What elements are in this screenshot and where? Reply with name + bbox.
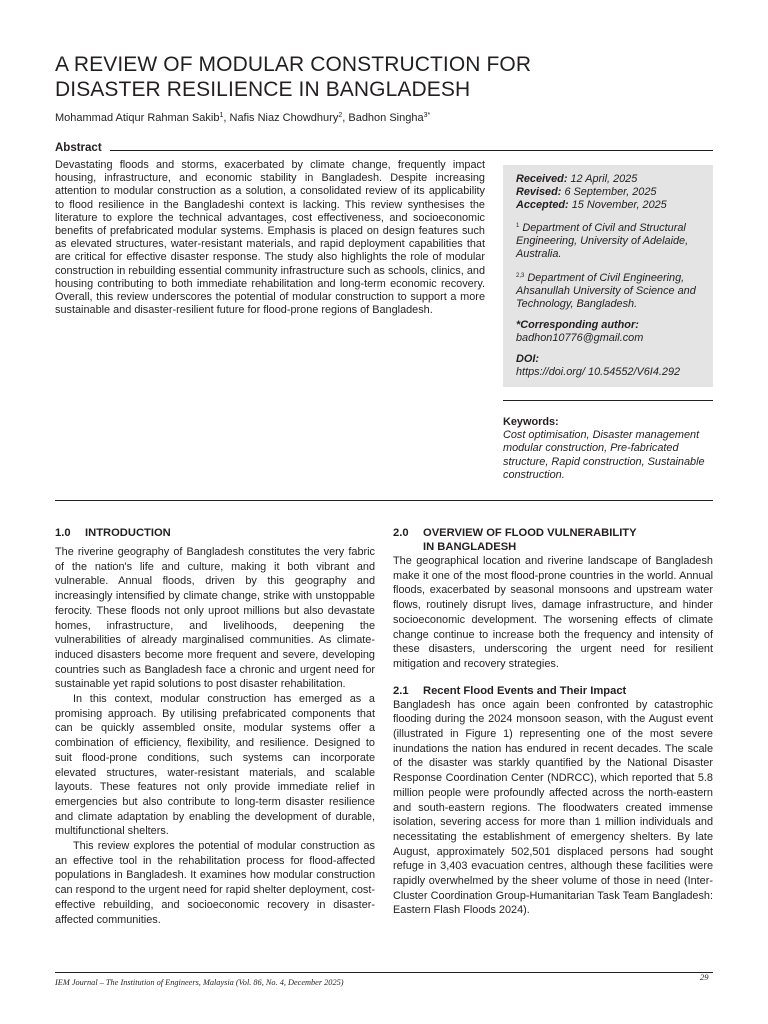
section-2-heading xyxy=(393,526,713,554)
abstract-rule xyxy=(110,150,713,151)
keywords-block xyxy=(503,416,718,482)
left-column xyxy=(55,526,375,927)
subsection-2-1-heading xyxy=(393,684,713,698)
accepted-value: 15 November, 2025 xyxy=(571,199,667,212)
title-line-2: DISASTER RESILIENCE IN BANGLADESH xyxy=(55,78,471,101)
affiliation-1-text: Department of Civil and Structural Engineering, University of Adelaide, Australia. xyxy=(516,222,689,261)
accepted-date xyxy=(516,199,703,212)
flood-events-paragraph: Bangladesh has once again been confronted by catastrophic flooding during the 2024 monsoon season, with the August event (illustrated in Figure 1) representing one of the most severe inundations the nation has endured in recent decades. The scale of the disaster was starkly quantified by the National Disaster Response Coordination Center (NDRCC), which reported that 5.8 million people were profoundly affected across the north-eastern and south-eastern regions. The floodwaters created immense isolation, severing access for more than 1 million individuals and necessitating the establishment of emergency shelters. By late August, approximately 502,501 displaced persons had sought refuge in 3,403 evacuation centres, although these facilities were rapidly overwhelmed by the sheer volume of those in need (Inter-Cluster Coordination Group-Humanitarian Task Team Bangladesh: Eastern Flash Floods 2024). xyxy=(393,698,713,917)
author-separator: , xyxy=(223,112,230,124)
author-1-affiliation: 1 xyxy=(219,112,224,119)
keywords-heading: Keywords: xyxy=(503,416,559,428)
section-divider xyxy=(55,500,713,501)
received-date xyxy=(516,173,703,186)
doi-label: DOI: xyxy=(516,353,539,366)
affiliation-2-text: Department of Civil Engineering, Ahsanullah University of Science and Technology, Bangladesh. xyxy=(516,271,696,310)
section-1-heading xyxy=(55,526,375,540)
subsection-2-1-title: Recent Flood Events and Their Impact xyxy=(423,684,627,697)
section-2-number: 2.0 xyxy=(393,527,409,539)
intro-paragraph-2: In this context, modular construction has emerged as a promising approach. By utilising prefabricated components that can be quickly assembled onsite, modular systems offer a combination of efficiency, flexibility, and resilience. Designed to suit flood-prone conditions, such systems can incorporate elevated structures, water-resistant materials, and scalable layouts. These features not only provide immediate relief in emergencies but also contribute to long-term disaster resilience and climate adaptation by enabling the development of durable, multifunctional shelters. xyxy=(55,693,375,838)
received-value: 12 April, 2025 xyxy=(570,173,638,185)
abstract-heading: Abstract xyxy=(55,142,102,154)
section-2-title-line-2: IN BANGLADESH xyxy=(423,541,517,553)
corresponding-author-label: *Corresponding author: xyxy=(516,318,639,331)
section-1-title: INTRODUCTION xyxy=(85,527,171,539)
accepted-label: Accepted: xyxy=(516,199,569,212)
author-2-affiliation: 2 xyxy=(338,112,343,119)
section-2-title-line-1: OVERVIEW OF FLOOD VULNERABILITY xyxy=(423,527,637,539)
revised-label: Revised: xyxy=(516,186,562,199)
abstract-text: Devastating floods and storms, exacerbated by climate change, frequently impact housing, infrastructure, and economic stability in Bangladesh. Despite increasing attention to modular construction as a solution, a consolidated review of its applicability to flood resilience in the Bangladeshi context is lacking. This review synthesises the literature to explore the technical advantages, cost effectiveness, and socioeconomic benefits of prefabricated modular systems. Emphasis is placed on design features such as elevated structures, water-resistant materials, and rapid deployment capabilities that are critical for effective disaster response. The study also highlights the role of modular construction in rebuilding essential community infrastructure such as schools, clinics, and housing contributing to both immediate rehabilitation and long-term economic recovery. Overall, this review underscores the potential of modular construction to support a more sustainable and disaster-resilient future for flood-prone regions of Bangladesh. xyxy=(55,159,485,317)
right-column xyxy=(393,526,713,918)
intro-paragraph-1: The riverine geography of Bangladesh constitutes the very fabric of the nation's life and culture, making it both vibrant and vulnerable. Annual floods, driven by this geography and increasingly intensified by climate change, strike with unstoppable ferocity. These floods not only uproot millions but also devastate homes, infrastructure, and livelihoods, deepening the vulnerabilities of already marginalised communities. As climate-induced disasters become more frequent and severe, developing countries such as Bangladesh face a chronic and urgent need for sustainable yet rapid solutions to post disaster rehabilitation. xyxy=(55,546,375,691)
subsection-2-1-number: 2.1 xyxy=(393,684,409,697)
keywords-rule xyxy=(503,400,713,401)
revised-value: 6 September, 2025 xyxy=(564,186,657,199)
affiliation-1 xyxy=(516,220,703,261)
overview-paragraph: The geographical location and riverine landscape of Bangladesh make it one of the most flood-prone countries in the world. Annual floods, exacerbated by seasonal monsoons and upstream water flows, routinely disrupt lives, damage infrastructure, and hinder socioeconomic development. The worsening effects of climate change continue to increase both the frequency and intensity of these disasters, underscoring the urgent need for resilient mitigation and recovery strategies. xyxy=(393,555,713,670)
paper-title xyxy=(55,52,695,102)
author-3-affiliation: 3* xyxy=(423,112,431,119)
section-1-number: 1.0 xyxy=(55,527,71,539)
author-2: Nafis Niaz Chowdhury xyxy=(229,112,339,124)
doi-link[interactable]: https://doi.org/ 10.54552/V6I4.292 xyxy=(516,366,681,379)
footer-rule xyxy=(55,972,713,973)
author-3: Badhon Singha xyxy=(348,112,424,124)
journal-citation: IEM Journal – The Institution of Engineers, Malaysia (Vol. 86, No. 4, December 2025) xyxy=(55,978,344,987)
intro-paragraph-3: This review explores the potential of modular construction as an effective tool in the rehabilitation process for flood-affected populations in Bangladesh. It examines how modular construction can respond to the urgent need for rapid shelter deployment, cost-effective rebuilding, and socioeconomic recovery in disaster-affected communities. xyxy=(55,840,375,926)
author-1: Mohammad Atiqur Rahman Sakib xyxy=(55,112,220,124)
author-separator: , xyxy=(342,112,349,124)
keywords-text: Cost optimisation, Disaster management modular construction, Pre-fabricated structure, Rapid construction, Sustainable construction. xyxy=(503,429,705,481)
author-list xyxy=(55,112,430,124)
article-info-box xyxy=(503,165,713,387)
affiliation-2-sup: 2,3 xyxy=(516,272,525,279)
affiliation-1-sup: 1 xyxy=(516,223,520,230)
received-label: Received: xyxy=(516,173,568,185)
revised-date xyxy=(516,186,703,199)
page-number: 29 xyxy=(700,972,709,982)
corresponding-email[interactable]: badhon10776@gmail.com xyxy=(516,331,644,344)
affiliation-2 xyxy=(516,270,703,311)
title-line-1: A REVIEW OF MODULAR CONSTRUCTION FOR xyxy=(55,53,532,76)
